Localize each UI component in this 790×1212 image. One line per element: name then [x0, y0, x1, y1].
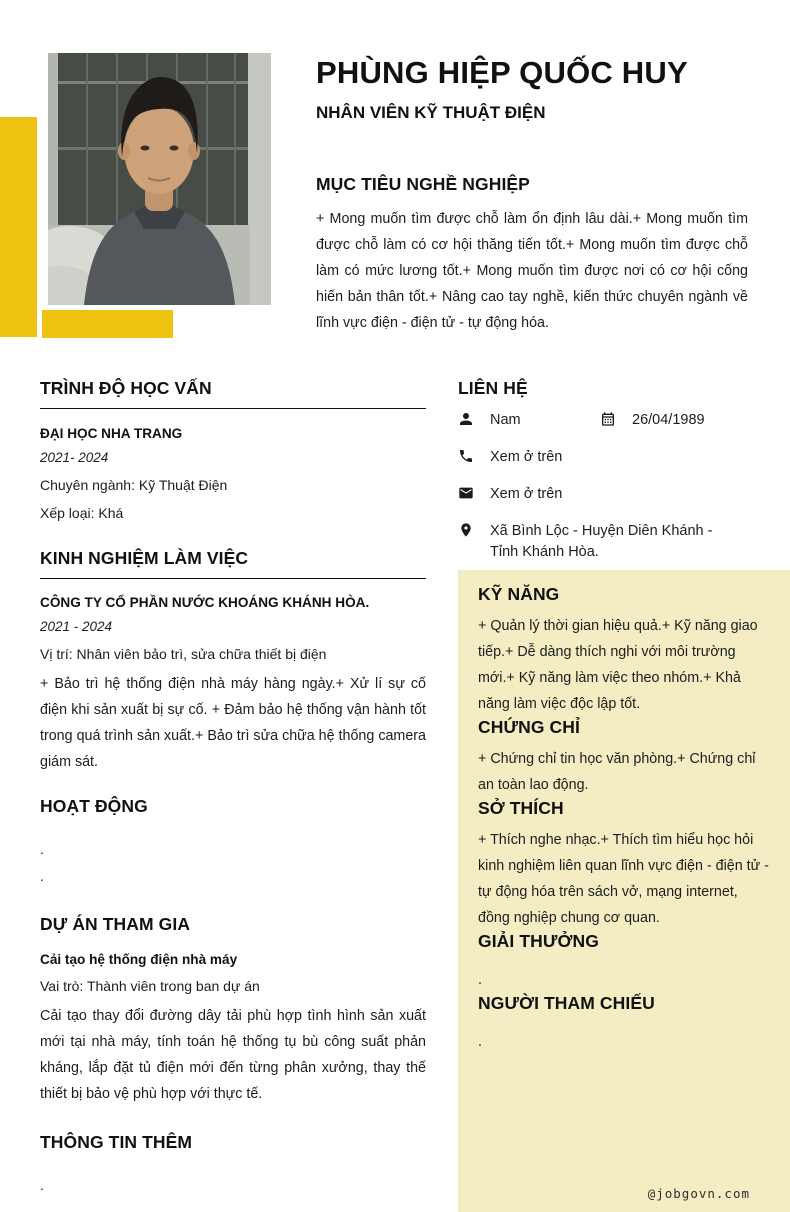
candidate-job-title: NHÂN VIÊN KỸ THUẬT ĐIỆN [316, 103, 546, 122]
section-objective [316, 174, 748, 336]
education-grade: Xếp loại: Khá [40, 505, 124, 521]
contact-heading: LIÊN HỆ [458, 378, 528, 398]
hobbies-heading: SỞ THÍCH [478, 798, 564, 818]
left-column [40, 378, 426, 1193]
activities-item: . [40, 868, 44, 884]
contact-row-gender-birthday [458, 410, 784, 431]
section-contact [458, 378, 784, 563]
references-heading: NGƯỜI THAM CHIẾU [478, 993, 655, 1013]
projects-heading: DỰ ÁN THAM GIA [40, 914, 191, 934]
certificates-heading: CHỨNG CHỈ [478, 717, 580, 737]
email-icon [458, 485, 474, 501]
calendar-icon [600, 411, 616, 427]
additional-info-text: . [40, 1177, 44, 1193]
education-period: 2021- 2024 [40, 450, 109, 465]
contact-address: Xã Bình Lộc - Huyện Diên Khánh - Tỉnh Khánh Hòa. [490, 523, 713, 560]
person-icon [458, 411, 474, 427]
experience-position: Vị trí: Nhân viên bảo trì, sửa chữa thiết bị điện [40, 646, 327, 662]
project-name: Cải tạo hệ thống điện nhà máy [40, 952, 238, 967]
skills-heading: KỸ NĂNG [478, 584, 560, 604]
experience-heading: KINH NGHIỆM LÀM VIỆC [40, 548, 426, 579]
hobbies-text: + Thích nghe nhạc.+ Thích tìm hiểu học hỏi kinh nghiệm liên quan lĩnh vực điện - điện tử - tự động hóa trên sách vở, mạng internet, đồng nghiệp chung cơ quan. [478, 832, 769, 926]
phone-icon [458, 448, 474, 464]
contact-birthday: 26/04/1989 [632, 412, 705, 428]
contact-phone: Xem ở trên [490, 449, 563, 465]
contact-gender: Nam [490, 412, 521, 428]
activities-item: . [40, 841, 44, 857]
location-icon [458, 522, 474, 538]
profile-photo [48, 53, 271, 305]
objective-text: + Mong muốn tìm được chỗ làm ổn định lâu dài.+ Mong muốn tìm được chỗ làm có cơ hội thăng tiến tốt.+ Mong muốn tìm được chỗ làm có mức lương tốt.+ Mong muốn tìm được nơi có cơ hội cống hiến bản thân tốt.+ Nâng cao tay nghề, kiến thức chuyên ngành về lĩnh vực điện - điện tử - tự động hóa. [316, 211, 748, 331]
skills-text: + Quản lý thời gian hiệu quả.+ Kỹ năng giao tiếp.+ Dễ dàng thích nghi với môi trường mới.+ Kỹ năng làm việc theo nhóm.+ Khả năng làm việc độc lập tốt. [478, 618, 758, 712]
education-heading: TRÌNH ĐỘ HỌC VẤN [40, 378, 426, 409]
objective-heading: MỤC TIÊU NGHỀ NGHIỆP [316, 174, 530, 194]
awards-heading: GIẢI THƯỞNG [478, 931, 599, 951]
certificates-text: + Chứng chỉ tin học văn phòng.+ Chứng chỉ an toàn lao động. [478, 751, 756, 793]
contact-row-email [458, 484, 784, 505]
contact-row-address [458, 521, 784, 563]
references-text: . [478, 1034, 482, 1050]
experience-period: 2021 - 2024 [40, 619, 113, 634]
awards-text: . [478, 972, 482, 988]
education-major: Chuyên ngành: Kỹ Thuật Điện [40, 477, 228, 493]
additional-info-heading: THÔNG TIN THÊM [40, 1132, 193, 1152]
activities-heading: HOẠT ĐỘNG [40, 796, 148, 816]
experience-details: + Bảo trì hệ thống điện nhà máy hàng ngày.+ Xử lí sự cố điện khi sản xuất bị sự cố. + Đảm bảo hệ thống vận hành tốt trong quá trình sản xuất.+ Bảo trì sửa chữa hệ thống camera giám sát. [40, 676, 426, 770]
experience-company: CÔNG TY CỔ PHẦN NƯỚC KHOÁNG KHÁNH HÒA. [40, 595, 370, 610]
watermark: @jobgovn.com [647, 1186, 750, 1201]
yellow-vertical-accent [0, 117, 37, 337]
side-panel [458, 570, 790, 1212]
contact-email: Xem ở trên [490, 486, 563, 502]
contact-row-phone [458, 447, 784, 468]
yellow-horizontal-accent [42, 310, 173, 338]
candidate-name: PHÙNG HIỆP QUỐC HUY [316, 55, 688, 90]
project-description: Cải tạo thay đổi đường dây tải phù hợp tình hình sản xuất mới tại nhà máy, tính toán hệ thống tụ bù công suất phản kháng, lắp đặt tủ điện mới đến từng phân xưởng, thay thế thiết bị bảo vệ phù hợp với thực tế. [40, 1008, 426, 1102]
project-role: Vai trò: Thành viên trong ban dự án [40, 978, 260, 994]
education-school: ĐẠI HỌC NHA TRANG [40, 426, 183, 441]
